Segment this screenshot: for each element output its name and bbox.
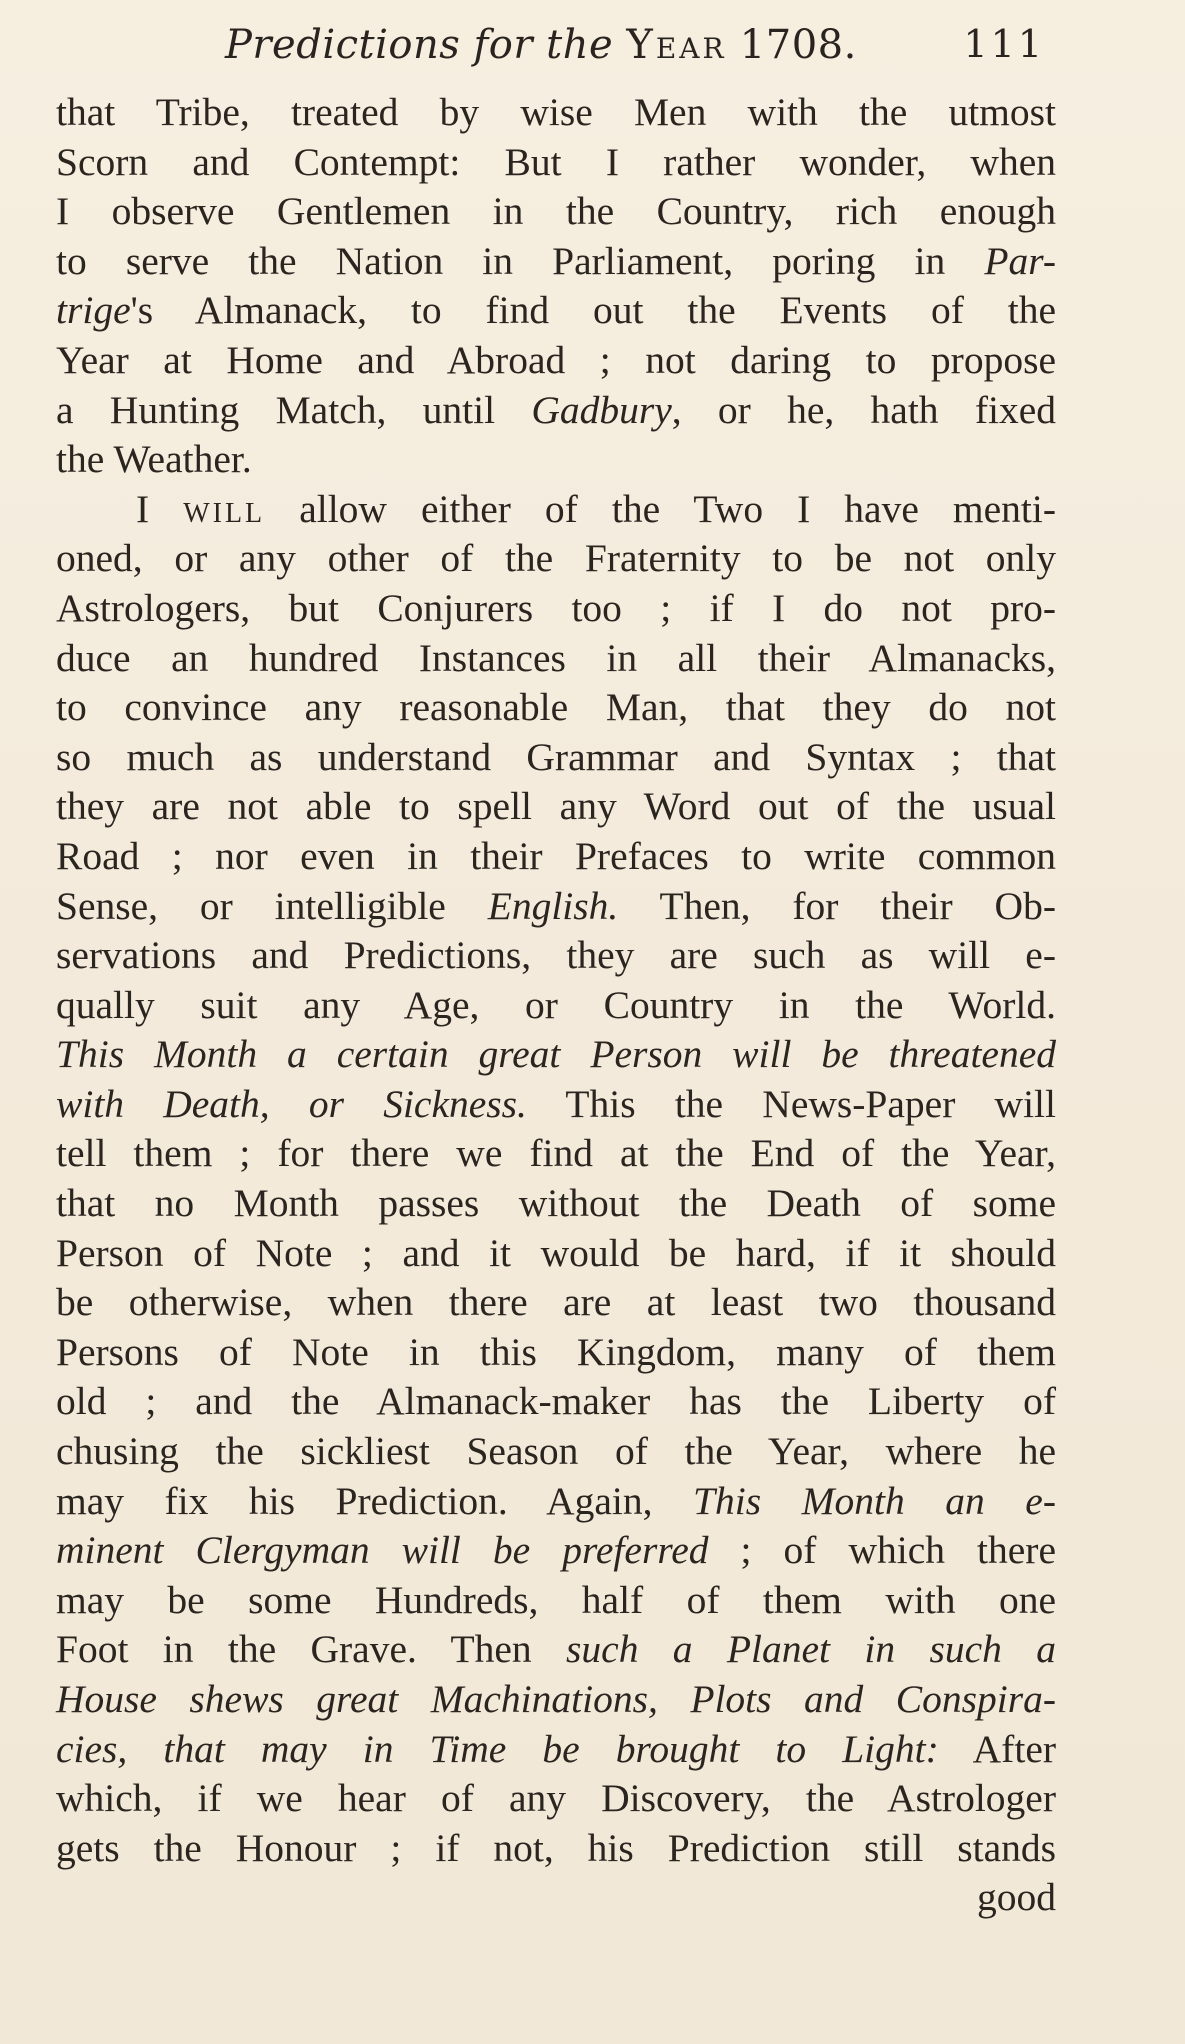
page-number: 111 [963,22,1045,66]
text-line [56,1526,1056,1576]
text-segment: After [938,1726,1057,1771]
text-line [56,187,1056,237]
text-segment: Person of Note ; and it would be hard, if it should [56,1230,1056,1275]
text-line [56,1725,1056,1775]
text-segment: I [136,486,184,531]
italic-segment: cies, that may in Time be brought to Light: [56,1726,939,1771]
text-line [56,88,1056,138]
italic-segment: minent Clergyman will be preferred [56,1528,709,1573]
running-title: Predictions for the Year 1708. [225,22,857,68]
text-line [56,336,1056,386]
text-line [56,1278,1056,1328]
text-segment: Foot in the Grave. Then [56,1627,567,1672]
text-segment: may fix his Prediction. Again, [56,1478,694,1523]
text-line [56,882,1056,932]
text-line [56,584,1056,634]
text-segment: the Weather. [56,437,252,482]
text-line [56,286,1056,336]
text-segment: Scorn and Contempt: But I rather wonder, when [56,139,1056,184]
catchword: good [977,1875,1056,1920]
text-segment: they are not able to spell any Word out of the usual [56,784,1056,829]
text-line [56,931,1056,981]
text-segment: I observe Gentlemen in the Country, rich enough [56,189,1056,234]
text-segment: Road ; nor even in their Prefaces to write common [56,833,1056,878]
text-segment: chusing the sickliest Season of the Year, where he [56,1429,1056,1474]
text-segment: ; of which there [708,1528,1056,1573]
text-line [56,1129,1056,1179]
text-segment: to convince any reasonable Man, that they do not [56,685,1056,730]
text-segment: allow either of the Two I have menti- [265,486,1056,531]
italic-segment: Gadbury [531,387,672,432]
text-segment: servations and Predictions, they are such as will e- [56,933,1056,978]
text-line [56,1477,1056,1527]
text-segment: Year at Home and Abroad ; not daring to propose [56,337,1056,382]
italic-segment: Par- [984,238,1056,283]
text-segment: This the News-Paper will [526,1081,1057,1126]
italic-segment: This Month a certain great Person will be threatened [56,1032,1056,1077]
italic-segment: trige [56,288,131,333]
text-segment: that Tribe, treated by wise Men with the utmost [56,90,1056,134]
text-segment: duce an hundred Instances in all their Almanacks, [56,635,1056,680]
text-line [56,237,1056,287]
text-line [56,782,1056,832]
text-segment: Sense, or intelligible [56,883,488,928]
italic-segment: English. [487,883,619,928]
italic-segment: House shews great Machinations, Plots and Conspira- [56,1677,1056,1721]
text-segment: , or he, hath fixed [671,387,1057,432]
text-segment: qually suit any Age, or Country in the World. [56,982,1056,1027]
text-line [56,1179,1056,1229]
text-line [56,1774,1056,1824]
text-line [56,1576,1056,1626]
text-segment: a Hunting Match, until [56,387,532,432]
text-segment: be otherwise, when there are at least two thousand [56,1280,1056,1325]
text-line [56,1427,1056,1477]
text-line [56,733,1056,783]
italic-segment: such a Planet in such a [566,1627,1056,1672]
text-line [56,1080,1056,1130]
body-text [56,88,1056,1923]
text-segment: Then, for their Ob- [618,883,1056,928]
text-segment: oned, or any other of the Fraternity to be not only [56,536,1056,581]
text-line [56,1824,1056,1874]
text-line [56,832,1056,882]
text-line [56,534,1056,584]
text-line [56,634,1056,684]
text-segment: gets the Honour ; if not, his Prediction still stands [56,1825,1056,1870]
text-segment: that no Month passes without the Death of some [56,1181,1056,1226]
text-line [56,386,1056,436]
text-line [56,981,1056,1031]
italic-segment: This Month an e- [693,1478,1056,1523]
text-segment: 's Almanack, to find out the Events of the [130,288,1056,333]
text-segment: may be some Hundreds, half of them with one [56,1577,1056,1622]
text-line [56,1030,1056,1080]
text-line [56,485,1056,535]
text-line [56,683,1056,733]
text-line [56,1328,1056,1378]
text-line [56,138,1056,188]
running-header [225,22,1045,82]
text-line [56,1229,1056,1279]
text-segment: Astrologers, but Conjurers too ; if I do not pro- [56,585,1056,630]
text-segment: old ; and the Almanack-maker has the Liberty of [56,1379,1056,1424]
text-line [56,1625,1056,1675]
text-line [56,1675,1056,1725]
text-segment: tell them ; for there we find at the End of the Year, [56,1131,1056,1176]
text-line [56,1377,1056,1427]
text-segment: so much as understand Grammar and Syntax ; that [56,734,1056,779]
italic-segment: with Death, or Sickness. [56,1081,527,1126]
text-segment: to serve the Nation in Parliament, poring in [56,238,985,283]
text-line [56,435,1056,485]
text-segment: Persons of Note in this Kingdom, many of them [56,1329,1056,1374]
small-caps-segment: will [183,486,266,531]
text-segment: which, if we hear of any Discovery, the Astrologer [56,1776,1056,1821]
